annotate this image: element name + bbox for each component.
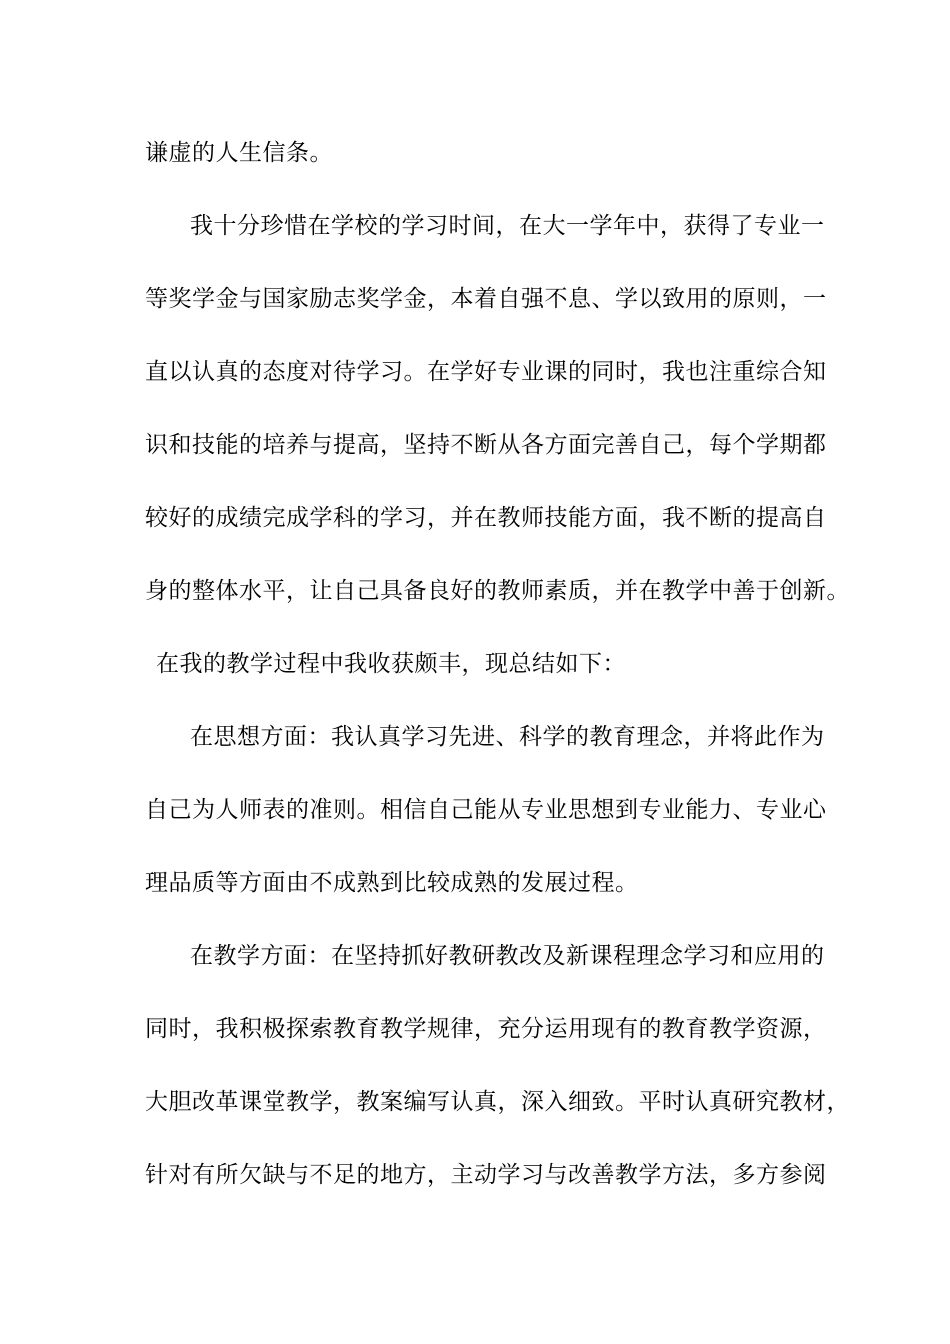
paragraph-start-line: 在思想方面：我认真学习先进、科学的教育理念，并将此作为	[190, 724, 825, 750]
paragraph-start-line: 在教学方面：在坚持抓好教研教改及新课程理念学习和应用的	[190, 943, 825, 969]
text-line: 自己为人师表的准则。相信自己能从专业思想到专业能力、专业心	[145, 797, 827, 823]
text-line: 直以认真的态度对待学习。在学好专业课的同时，我也注重综合知	[145, 359, 827, 385]
text-line: 针对有所欠缺与不足的地方，主动学习与改善教学方法，多方参阅	[145, 1162, 827, 1188]
text-line: 较好的成绩完成学科的学习，并在教师技能方面，我不断的提高自	[145, 505, 827, 531]
text-line: 谦虚的人生信条。	[145, 140, 333, 166]
text-line: 在我的教学过程中我收获颇丰，现总结如下：	[156, 651, 626, 677]
text-line: 识和技能的培养与提高，坚持不断从各方面完善自己，每个学期都	[145, 432, 827, 458]
text-line: 同时，我积极探索教育教学规律，充分运用现有的教育教学资源，	[145, 1016, 827, 1042]
text-line: 身的整体水平，让自己具备良好的教师素质，并在教学中善于创新。	[145, 578, 850, 604]
text-line: 等奖学金与国家励志奖学金，本着自强不息、学以致用的原则，一	[145, 286, 827, 312]
paragraph-start-line: 我十分珍惜在学校的学习时间，在大一学年中，获得了专业一	[190, 213, 825, 239]
text-line: 大胆改革课堂教学，教案编写认真，深入细致。平时认真研究教材，	[145, 1089, 850, 1115]
text-line: 理品质等方面由不成熟到比较成熟的发展过程。	[145, 870, 639, 896]
